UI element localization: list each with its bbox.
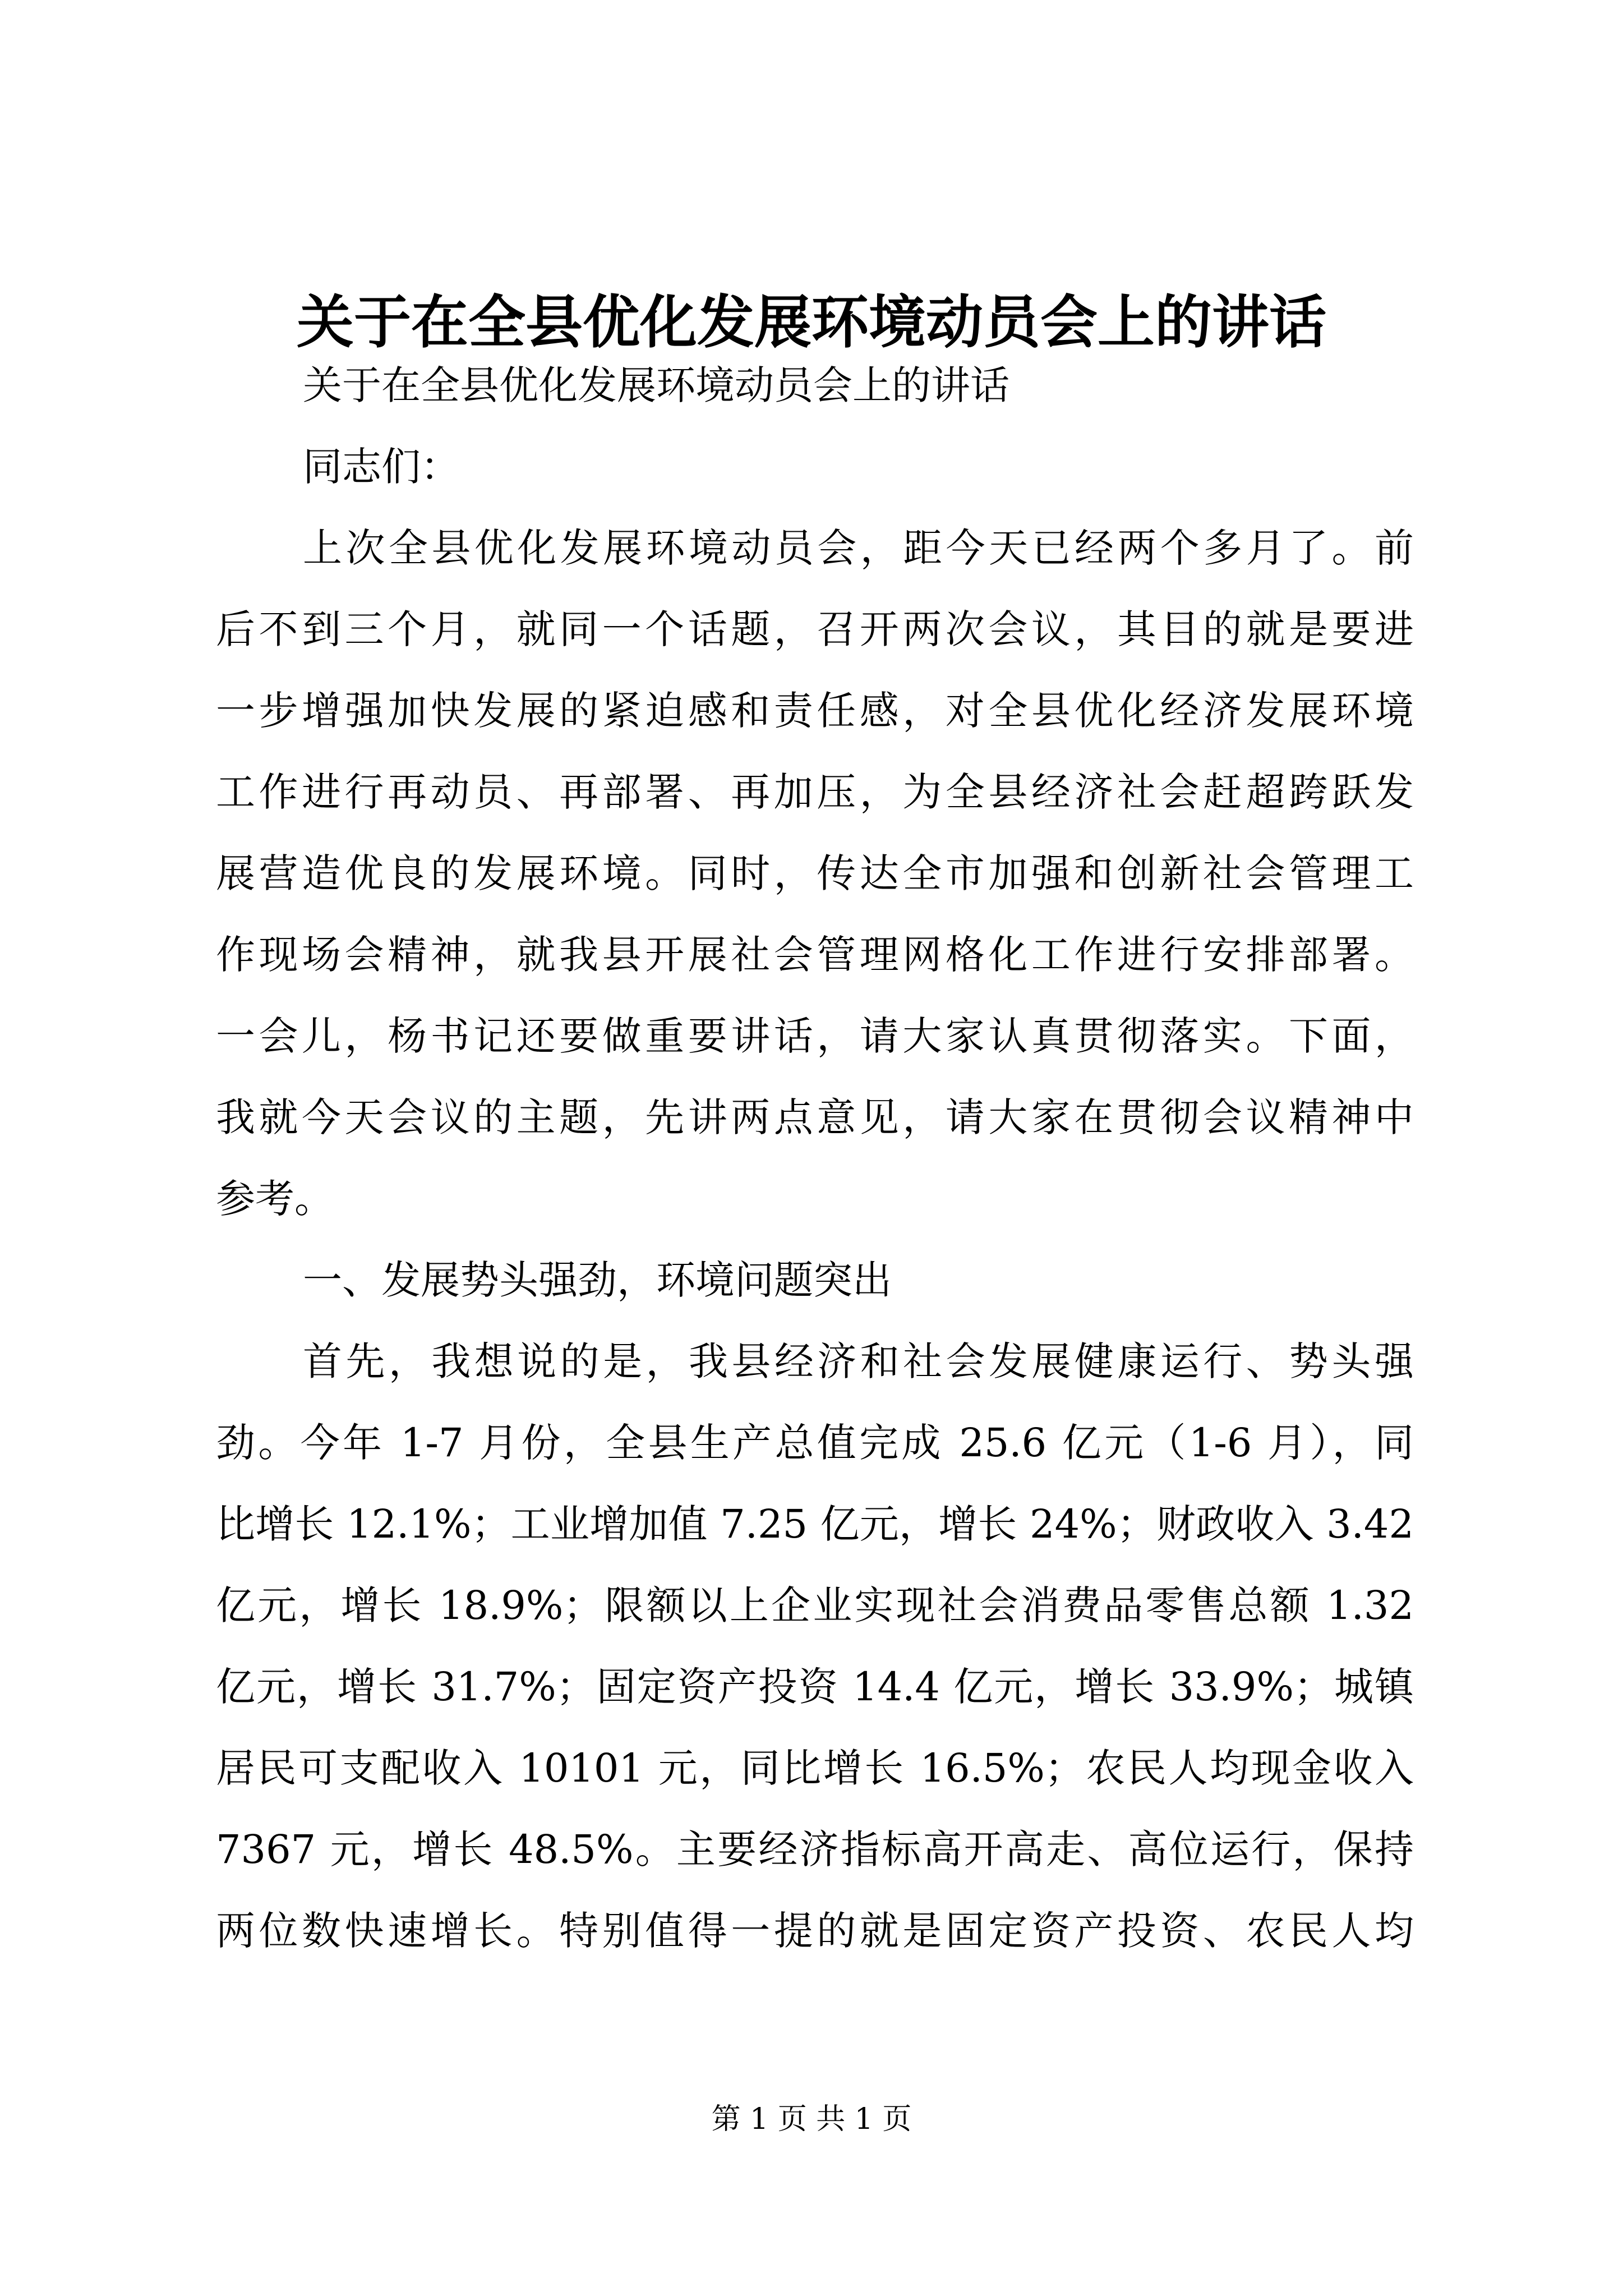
paragraph-line: 工作进行再动员、再部署、再加压，为全县经济社会赶超跨跃发 bbox=[216, 769, 1414, 815]
paragraph-line: 作现场会精神，就我县开展社会管理网格化工作进行安排部署。 bbox=[216, 932, 1414, 978]
paragraph-line: 首先，我想说的是，我县经济和社会发展健康运行、势头强 bbox=[303, 1338, 1414, 1384]
paragraph-line: 上次全县优化发展环境动员会，距今天已经两个多月了。前 bbox=[303, 525, 1414, 571]
paragraph-line: 一步增强加快发展的紧迫感和责任感，对全县优化经济发展环境 bbox=[216, 688, 1414, 734]
paragraph-line: 比增长 12.1%；工业增加值 7.25 亿元，增长 24%；财政收入 3.42 bbox=[216, 1501, 1414, 1547]
paragraph-line: 展营造优良的发展环境。同时，传达全市加强和创新社会管理工 bbox=[216, 850, 1414, 896]
paragraph-1 bbox=[216, 508, 1414, 1240]
paragraph-line: 一会儿，杨书记还要做重要讲话，请大家认真贯彻落实。下面， bbox=[216, 1013, 1414, 1059]
paragraph-line: 参考。 bbox=[216, 1176, 334, 1222]
paragraph-line: 后不到三个月，就同一个话题，召开两次会议，其目的就是要进 bbox=[216, 606, 1414, 652]
paragraph-line: 我就今天会议的主题，先讲两点意见，请大家在贯彻会议精神中 bbox=[216, 1094, 1414, 1140]
paragraph-line: 亿元，增长 31.7%；固定资产投资 14.4 亿元，增长 33.9%；城镇 bbox=[216, 1664, 1414, 1710]
paragraph-line: 7367 元，增长 48.5%。主要经济指标高开高走、高位运行，保持 bbox=[216, 1826, 1414, 1872]
section-heading: 一、发展势头强劲，环境问题突出 bbox=[303, 1257, 892, 1303]
paragraph-line: 亿元，增长 18.9%；限额以上企业实现社会消费品零售总额 1.32 bbox=[216, 1582, 1414, 1628]
document-title: 关于在全县优化发展环境动员会上的讲话 bbox=[297, 289, 1326, 356]
document-subtitle: 关于在全县优化发展环境动员会上的讲话 bbox=[303, 362, 1009, 408]
salutation: 同志们： bbox=[303, 444, 460, 490]
paragraph-line: 两位数快速增长。特别值得一提的就是固定资产投资、农民人均 bbox=[216, 1908, 1414, 1954]
page-footer: 第 1 页 共 1 页 bbox=[711, 2102, 912, 2136]
paragraph-line: 劲。今年 1-7 月份，全县生产总值完成 25.6 亿元（1-6 月），同 bbox=[216, 1420, 1414, 1466]
document-body bbox=[216, 345, 1414, 1972]
paragraph-2 bbox=[216, 1321, 1414, 1972]
paragraph-line: 居民可支配收入 10101 元，同比增长 16.5%；农民人均现金收入 bbox=[216, 1745, 1414, 1791]
